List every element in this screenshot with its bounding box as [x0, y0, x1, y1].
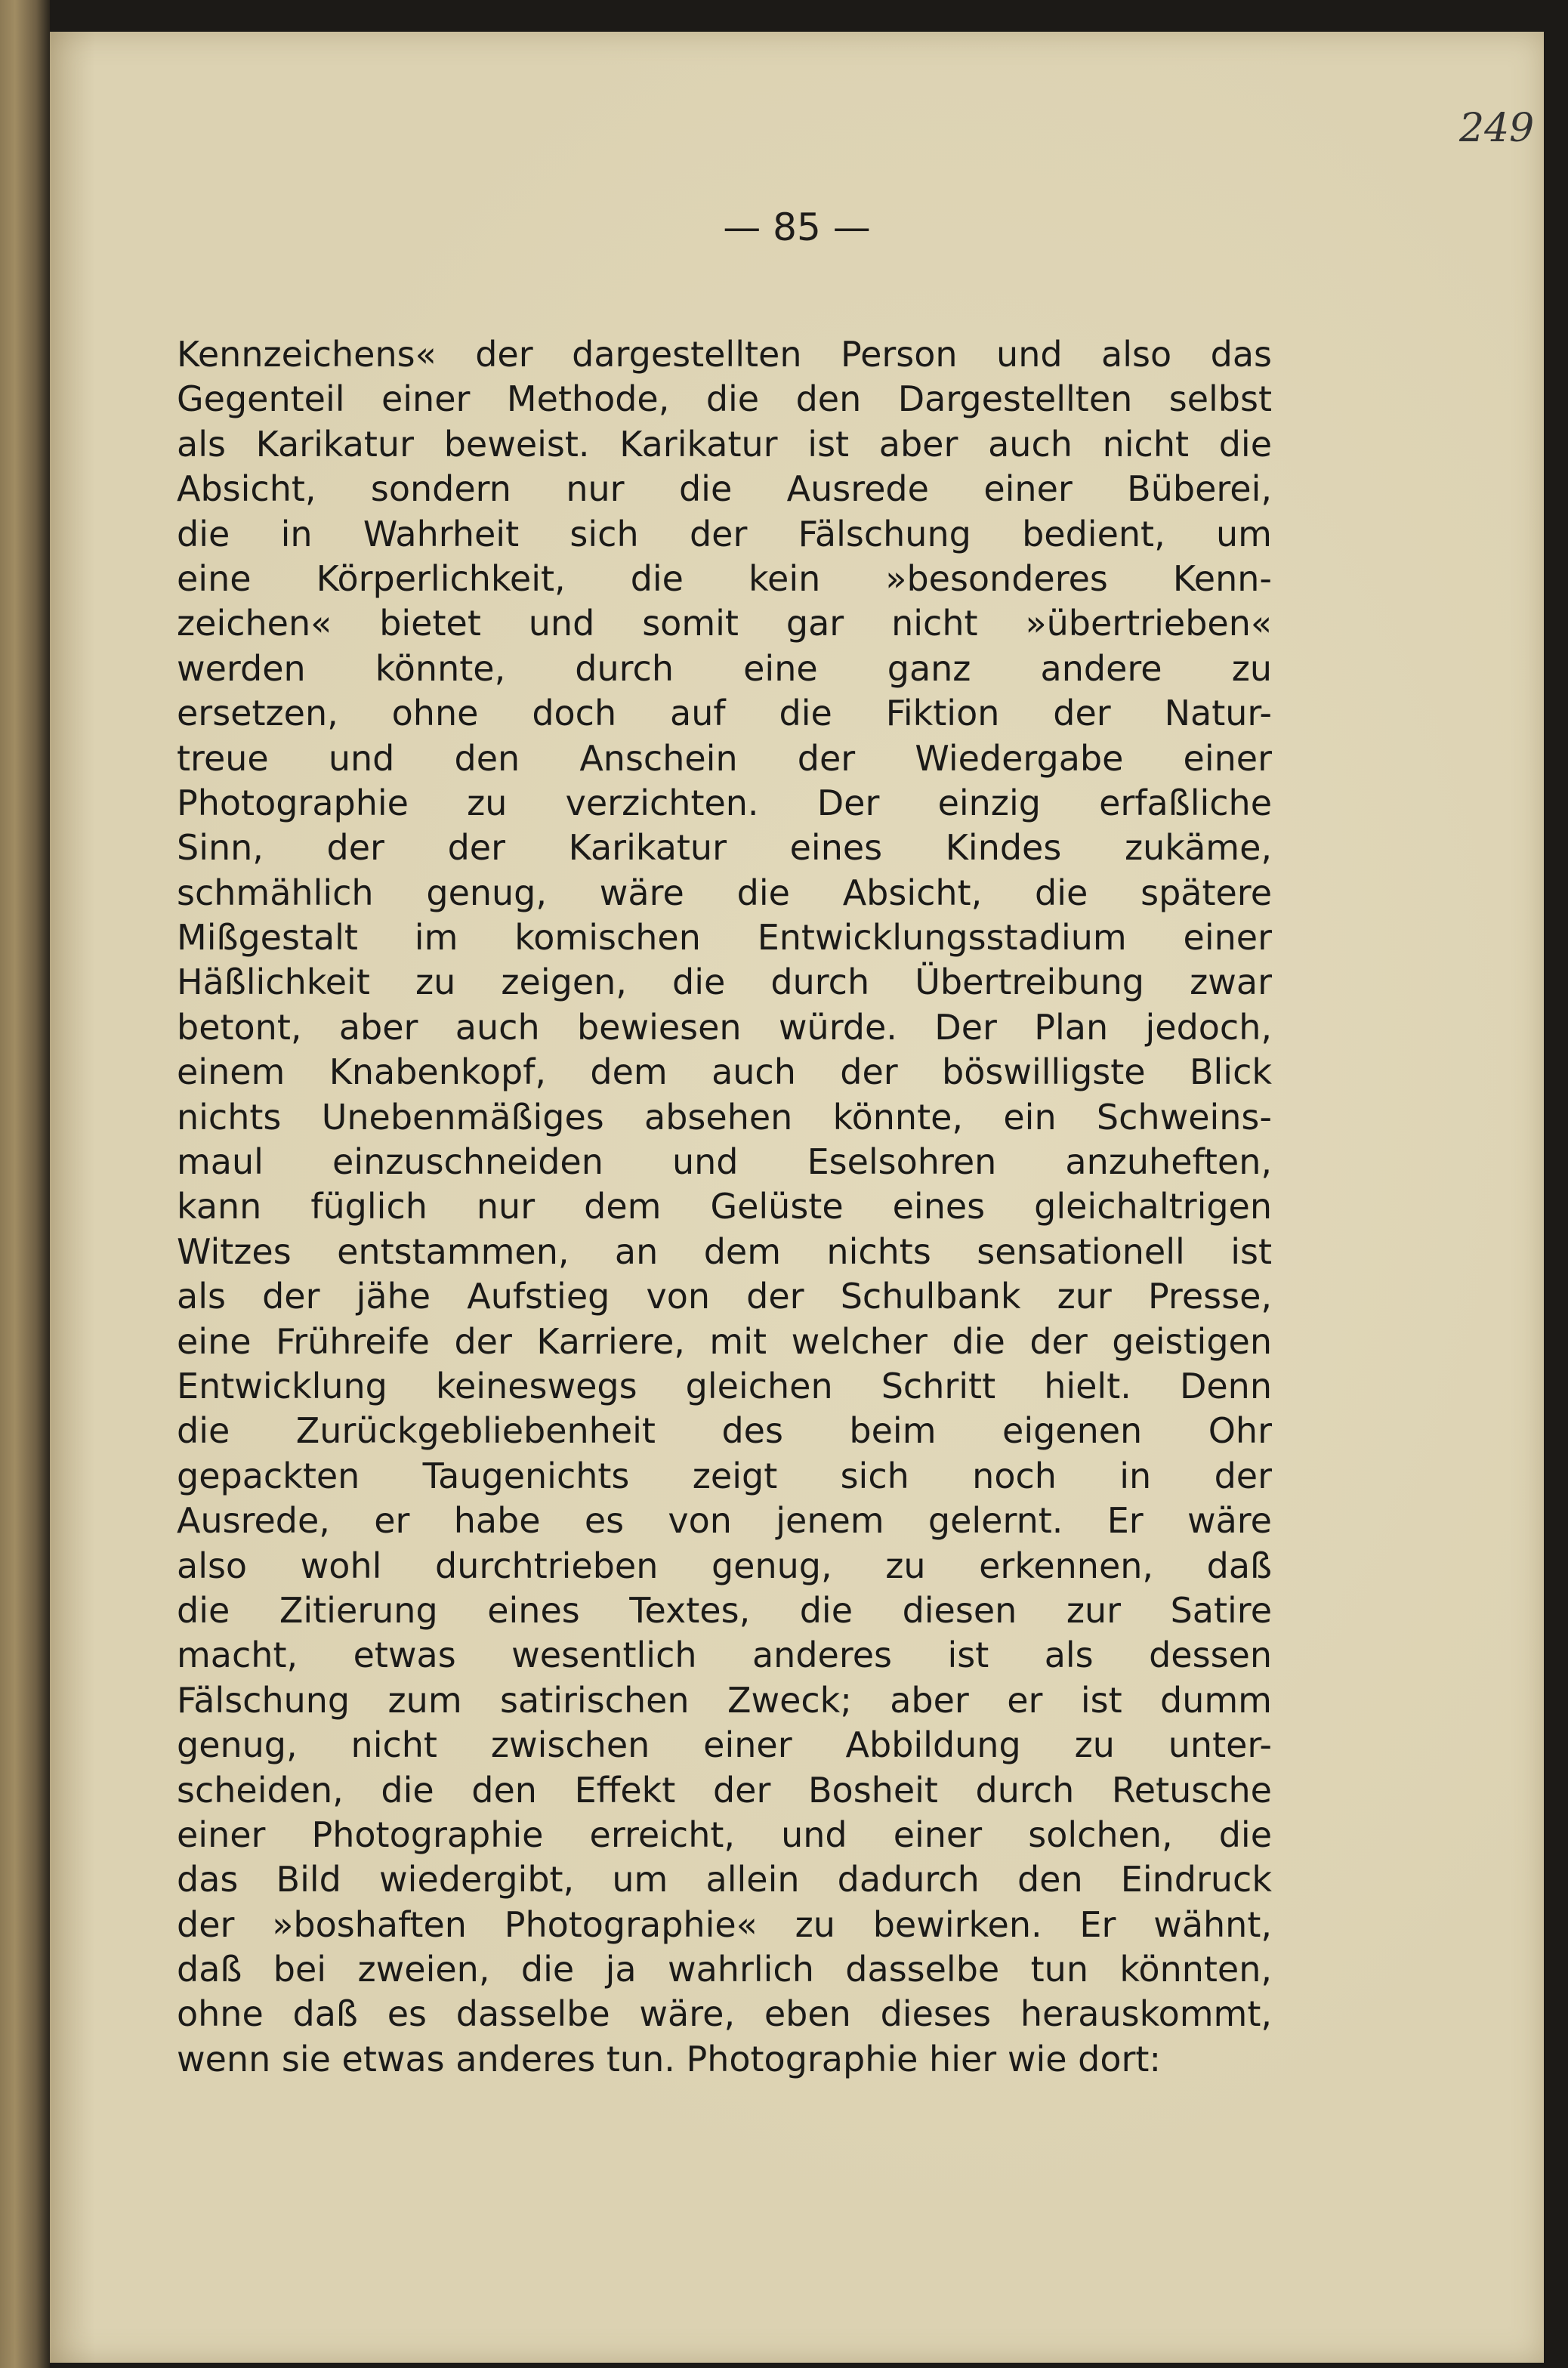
text-line: einer Photographie erreicht, und einer solchen, die [177, 1814, 1272, 1855]
text-line: Ausrede, er habe es von jenem gelernt. Er wäre [177, 1500, 1272, 1542]
text-line: daß bei zweien, die ja wahrlich dasselbe tun könnten, [177, 1949, 1272, 1990]
text-line: werden könnte, durch eine ganz andere zu [177, 647, 1272, 689]
text-line: Entwicklung keineswegs gleichen Schritt hielt. Denn [177, 1365, 1272, 1406]
text-line: nichts Unebenmäßiges absehen könnte, ein Schweins- [177, 1096, 1272, 1138]
text-line: eine Frühreife der Karriere, mit welcher die der geistigen [177, 1320, 1272, 1362]
text-line: genug, nicht zwischen einer Abbildung zu unter- [177, 1724, 1272, 1766]
text-line: Absicht, sondern nur die Ausrede einer Büberei, [177, 468, 1272, 510]
text-line: kann füglich nur dem Gelüste eines gleichaltrigen [177, 1186, 1272, 1227]
text-line: macht, etwas wesentlich anderes ist als dessen [177, 1635, 1272, 1676]
text-line: als der jähe Aufstieg von der Schulbank zur Presse, [177, 1276, 1272, 1317]
paper-page [50, 32, 1544, 2363]
text-line: maul einzuschneiden und Eselsohren anzuheften, [177, 1141, 1272, 1183]
text-line: die in Wahrheit sich der Fälschung bedient, um [177, 513, 1272, 554]
text-line: schmählich genug, wäre die Absicht, die spätere [177, 872, 1272, 913]
text-line: Fälschung zum satirischen Zweck; aber er ist dumm [177, 1679, 1272, 1721]
text-line: scheiden, die den Effekt der Bosheit durch Retusche [177, 1769, 1272, 1811]
text-line: ohne daß es dasselbe wäre, eben dieses herauskommt, [177, 1993, 1272, 2035]
text-line: gepackten Taugenichts zeigt sich noch in der [177, 1455, 1272, 1496]
text-line: wenn sie etwas anderes tun. Photographie hier wie dort: [177, 2038, 1161, 2079]
text-line: Häßlichkeit zu zeigen, die durch Übertreibung zwar [177, 962, 1272, 1003]
text-line: zeichen« bietet und somit gar nicht »übertrieben« [177, 603, 1272, 644]
book-spine [0, 0, 50, 2368]
text-line: einem Knabenkopf, dem auch der böswilligste Blick [177, 1051, 1272, 1093]
text-line: die Zurückgebliebenheit des beim eigenen Ohr [177, 1410, 1272, 1452]
text-line: die Zitierung eines Textes, die diesen zur Satire [177, 1589, 1272, 1631]
text-line: der »boshaften Photographie« zu bewirken. Er wähnt, [177, 1903, 1272, 1945]
page-number: — 85 — [723, 205, 871, 249]
text-line: betont, aber auch bewiesen würde. Der Plan jedoch, [177, 1006, 1272, 1048]
text-line: Sinn, der der Karikatur eines Kindes zukäme, [177, 827, 1272, 869]
text-line: Photographie zu verzichten. Der einzig erfaßliche [177, 782, 1272, 823]
handwritten-folio-number: 249 [1459, 106, 1535, 151]
text-line: eine Körperlichkeit, die kein »besonderes Kenn- [177, 557, 1272, 599]
text-line: also wohl durchtrieben genug, zu erkennen, daß [177, 1545, 1272, 1586]
text-line: Witzes entstammen, an dem nichts sensationell ist [177, 1230, 1272, 1272]
body-text [177, 332, 1272, 2082]
text-line: treue und den Anschein der Wiedergabe einer [177, 737, 1272, 779]
text-line: Mißgestalt im komischen Entwicklungsstadium einer [177, 917, 1272, 959]
text-line: als Karikatur beweist. Karikatur ist aber auch nicht die [177, 423, 1272, 465]
text-line: ersetzen, ohne doch auf die Fiktion der Natur- [177, 693, 1272, 734]
text-line: das Bild wiedergibt, um allein dadurch den Eindruck [177, 1859, 1272, 1900]
text-line: Kennzeichens« der dargestellten Person und also das [177, 334, 1272, 375]
text-line: Gegenteil einer Methode, die den Dargestellten selbst [177, 378, 1272, 420]
